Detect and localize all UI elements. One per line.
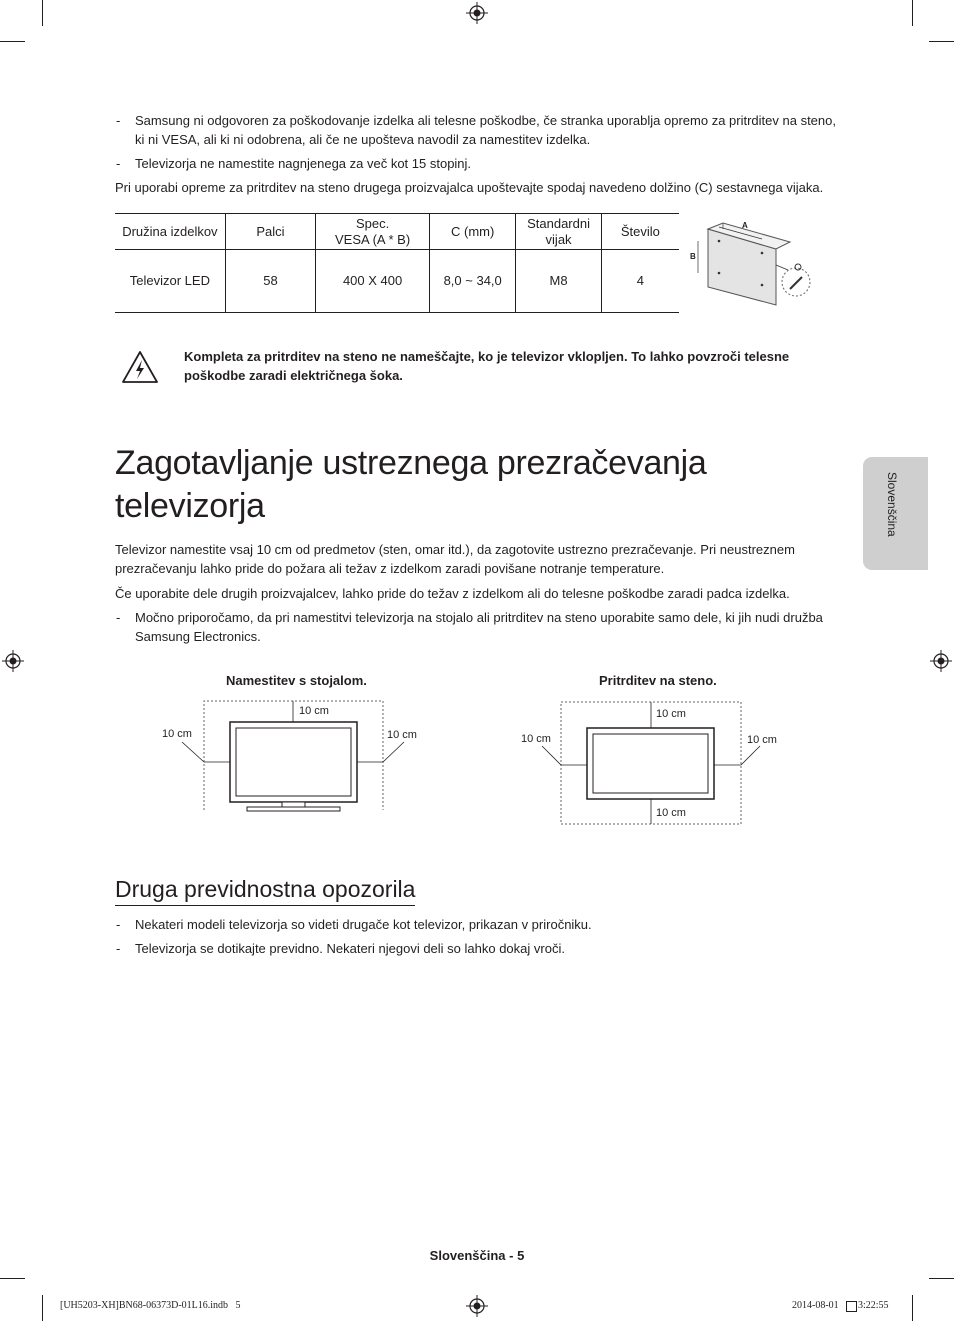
bullet-text: Nekateri modeli televizorja so videti drugače kot televizor, prikazan v priročniku. <box>135 917 592 932</box>
clearance-bottom-label: 10 cm <box>656 807 686 819</box>
bullet-text: Samsung ni odgovoren za poškodovanje izdelka ali telesne poškodbe, če stranka uporablja opremo za pritrditev na steno, ki ni VESA, ali ki ni odobrena, ali če ne upošteva navodil za namestitev izdelka. <box>135 113 836 147</box>
wall-mount-diagram <box>686 215 816 310</box>
print-time: 3:22:55 <box>858 1300 889 1311</box>
bullet-dash: - <box>116 610 121 625</box>
table-header-cell <box>316 214 430 250</box>
dimension-label-a: A <box>742 221 748 230</box>
warning-text: Kompleta za pritrditev na steno ne nameščajte, ko je televizor vklopljen. To lahko povzroči telesne poškodbe zaradi električnega šoka. <box>184 349 790 383</box>
registration-mark-icon <box>2 650 24 672</box>
stand-caption: Namestitev s stojalom. <box>226 673 367 688</box>
header-line: VESA (A * B) <box>335 231 411 247</box>
electric-shock-warning-icon <box>121 350 159 384</box>
table-cell: Televizor LED <box>129 273 210 288</box>
bullet-text: Televizorja se dotikajte previdno. Nekateri njegovi deli so lahko dokaj vroči. <box>135 941 565 956</box>
clearance-left-label: 10 cm <box>162 728 192 740</box>
clearance-left-label: 10 cm <box>521 733 551 745</box>
table-cell: 4 <box>601 250 679 313</box>
clearance-right-label: 10 cm <box>387 729 417 741</box>
registration-mark-icon <box>466 1295 488 1317</box>
header-line: vijak <box>545 231 572 247</box>
list-item <box>116 154 836 173</box>
paragraph: Televizor namestite vsaj 10 cm od predmetov (sten, omar itd.), da zagotovite ustrezno prezračevanje. Pri neustreznem prezračevanju lahko pride do požara ali težav z izdelkom zaradi povišane notranje temperature. <box>115 542 795 576</box>
page-title: Zagotavljanje ustreznega prezračevanja televizorja <box>115 444 707 525</box>
wall-clearance-diagram <box>520 698 790 828</box>
vesa-spec-table <box>115 213 679 313</box>
table-cell: M8 <box>516 250 601 313</box>
bullet-dash: - <box>116 156 121 171</box>
wall-caption: Pritrditev na steno. <box>599 673 717 688</box>
crop-mark <box>912 1295 913 1321</box>
crop-mark <box>929 41 954 42</box>
bullet-dash: - <box>116 941 121 956</box>
side-tab-label: Slovenščina <box>885 472 899 537</box>
stand-clearance-diagram <box>160 698 430 818</box>
registration-mark-icon <box>466 2 488 24</box>
table-cell: 8,0 ~ 34,0 <box>430 250 516 313</box>
bullet-dash: - <box>116 113 121 128</box>
table-header-cell: Družina izdelkov <box>115 214 225 250</box>
list-item <box>116 915 836 934</box>
dimension-label-b: B <box>690 252 696 261</box>
table-header-row <box>115 214 679 250</box>
crop-mark <box>42 0 43 26</box>
header-line: Spec. <box>355 215 390 231</box>
intro-text: Pri uporabi opreme za pritrditev na steno drugega proizvajalca upoštevajte spodaj navedeno dolžino (C) sestavnega vijaka. <box>115 180 824 195</box>
clearance-right-label: 10 cm <box>747 734 777 746</box>
print-date: 2014-08-01 <box>792 1300 839 1311</box>
registration-mark-icon <box>930 650 952 672</box>
crop-mark <box>929 1278 954 1279</box>
bullet-text: Televizorja ne namestite nagnjenega za več kot 15 stopinj. <box>135 156 472 171</box>
crop-mark <box>0 1278 25 1279</box>
paragraph: Če uporabite dele drugih proizvajalcev, lahko pride do težav z izdelkom ali do telesne poškodbe zaradi padca izdelka. <box>115 586 790 601</box>
crop-mark <box>912 0 913 26</box>
print-file-info: [UH5203-XH]BN68-06373D-01L16.indb 5 <box>60 1300 241 1311</box>
table-cell: 58 <box>225 250 315 313</box>
bullet-text: Močno priporočamo, da pri namestitvi televizorja na stojalo ali pritrditev na steno uporabite samo dele, ki jih nudi družba Samsung Electronics. <box>135 610 823 644</box>
page-number: Slovenščina - 5 <box>429 1248 525 1263</box>
table-header-cell: Palci <box>225 214 315 250</box>
language-side-tab <box>863 457 928 570</box>
clearance-top-label: 10 cm <box>299 705 329 717</box>
table-header-cell: Število <box>601 214 679 250</box>
table-header-cell: C (mm) <box>430 214 516 250</box>
crop-mark <box>42 1295 43 1321</box>
list-item <box>116 111 836 149</box>
header-line: Standardni <box>527 215 590 231</box>
list-item <box>116 608 836 646</box>
bullet-dash: - <box>116 917 121 932</box>
table-header-cell <box>516 214 601 250</box>
list-item <box>116 939 836 958</box>
section-heading: Druga previdnostna opozorila <box>115 874 415 906</box>
clock-icon <box>846 1301 857 1312</box>
clearance-top-label: 10 cm <box>656 708 686 720</box>
crop-mark <box>0 41 25 42</box>
table-cell: 400 X 400 <box>316 250 430 313</box>
table-row <box>115 250 679 313</box>
